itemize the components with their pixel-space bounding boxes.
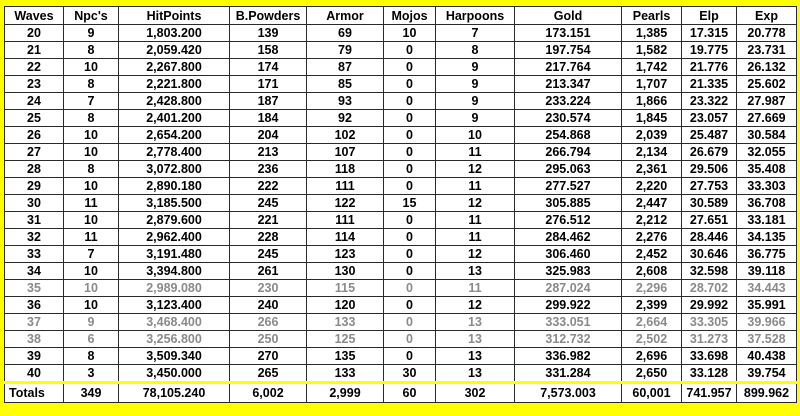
cell-gold: 217.764 xyxy=(515,59,622,76)
cell-exp: 27.669 xyxy=(737,110,797,127)
cell-gold: 299.922 xyxy=(515,297,622,314)
cell-armor: 125 xyxy=(307,331,384,348)
total-pearls: 60,001 xyxy=(622,383,682,403)
cell-elp: 23.057 xyxy=(682,110,737,127)
cell-elp: 27.651 xyxy=(682,212,737,229)
cell-exp: 36.708 xyxy=(737,195,797,212)
cell-armor: 130 xyxy=(307,263,384,280)
cell-wave: 36 xyxy=(5,297,64,314)
table-row xyxy=(5,59,797,76)
cell-bpowders: 250 xyxy=(230,331,307,348)
cell-exp: 30.584 xyxy=(737,127,797,144)
cell-harpoons: 12 xyxy=(436,195,515,212)
cell-npcs: 8 xyxy=(64,76,119,93)
cell-harpoons: 11 xyxy=(436,212,515,229)
cell-wave: 40 xyxy=(5,365,64,383)
total-hitpoints: 78,105.240 xyxy=(119,383,230,403)
cell-npcs: 10 xyxy=(64,127,119,144)
cell-wave: 22 xyxy=(5,59,64,76)
waves-table-container xyxy=(4,6,796,410)
cell-elp: 23.322 xyxy=(682,93,737,110)
cell-npcs: 8 xyxy=(64,42,119,59)
cell-elp: 29.506 xyxy=(682,161,737,178)
cell-elp: 21.335 xyxy=(682,76,737,93)
cell-exp: 36.775 xyxy=(737,246,797,263)
cell-elp: 28.702 xyxy=(682,280,737,297)
cell-armor: 120 xyxy=(307,297,384,314)
cell-pearls: 2,134 xyxy=(622,144,682,161)
cell-hitpoints: 2,221.800 xyxy=(119,76,230,93)
total-mojos: 60 xyxy=(384,383,436,403)
header-gold: Gold xyxy=(515,7,622,25)
cell-bpowders: 270 xyxy=(230,348,307,365)
cell-pearls: 1,742 xyxy=(622,59,682,76)
cell-harpoons: 13 xyxy=(436,331,515,348)
cell-pearls: 2,696 xyxy=(622,348,682,365)
cell-hitpoints: 3,394.800 xyxy=(119,263,230,280)
cell-bpowders: 174 xyxy=(230,59,307,76)
cell-armor: 114 xyxy=(307,229,384,246)
cell-pearls: 2,664 xyxy=(622,314,682,331)
cell-harpoons: 12 xyxy=(436,246,515,263)
cell-hitpoints: 3,123.400 xyxy=(119,297,230,314)
table-row xyxy=(5,331,797,348)
cell-hitpoints: 2,778.400 xyxy=(119,144,230,161)
cell-harpoons: 7 xyxy=(436,25,515,42)
cell-gold: 325.983 xyxy=(515,263,622,280)
cell-pearls: 2,276 xyxy=(622,229,682,246)
table-row xyxy=(5,93,797,110)
table-row xyxy=(5,110,797,127)
cell-harpoons: 12 xyxy=(436,297,515,314)
cell-gold: 306.460 xyxy=(515,246,622,263)
cell-npcs: 8 xyxy=(64,348,119,365)
table-row xyxy=(5,365,797,383)
cell-gold: 266.794 xyxy=(515,144,622,161)
table-row xyxy=(5,263,797,280)
cell-npcs: 10 xyxy=(64,280,119,297)
cell-mojos: 30 xyxy=(384,365,436,383)
cell-elp: 25.487 xyxy=(682,127,737,144)
cell-wave: 20 xyxy=(5,25,64,42)
cell-armor: 85 xyxy=(307,76,384,93)
cell-hitpoints: 2,962.400 xyxy=(119,229,230,246)
cell-armor: 69 xyxy=(307,25,384,42)
cell-npcs: 11 xyxy=(64,229,119,246)
cell-bpowders: 213 xyxy=(230,144,307,161)
cell-armor: 79 xyxy=(307,42,384,59)
table-row xyxy=(5,76,797,93)
cell-gold: 336.982 xyxy=(515,348,622,365)
cell-bpowders: 228 xyxy=(230,229,307,246)
cell-armor: 111 xyxy=(307,178,384,195)
cell-bpowders: 158 xyxy=(230,42,307,59)
cell-harpoons: 13 xyxy=(436,263,515,280)
header-hitpoints: HitPoints xyxy=(119,7,230,25)
cell-bpowders: 265 xyxy=(230,365,307,383)
cell-mojos: 0 xyxy=(384,161,436,178)
cell-mojos: 0 xyxy=(384,110,436,127)
cell-mojos: 0 xyxy=(384,42,436,59)
table-row xyxy=(5,297,797,314)
cell-armor: 115 xyxy=(307,280,384,297)
cell-armor: 123 xyxy=(307,246,384,263)
cell-wave: 27 xyxy=(5,144,64,161)
cell-mojos: 0 xyxy=(384,144,436,161)
cell-gold: 230.574 xyxy=(515,110,622,127)
waves-stats-table xyxy=(4,6,797,403)
cell-hitpoints: 2,654.200 xyxy=(119,127,230,144)
table-row xyxy=(5,314,797,331)
cell-pearls: 2,608 xyxy=(622,263,682,280)
cell-mojos: 0 xyxy=(384,280,436,297)
table-body xyxy=(5,25,797,383)
cell-wave: 31 xyxy=(5,212,64,229)
cell-pearls: 2,399 xyxy=(622,297,682,314)
cell-pearls: 2,039 xyxy=(622,127,682,144)
cell-mojos: 0 xyxy=(384,59,436,76)
cell-pearls: 2,296 xyxy=(622,280,682,297)
table-row xyxy=(5,246,797,263)
table-row xyxy=(5,212,797,229)
cell-mojos: 0 xyxy=(384,212,436,229)
cell-hitpoints: 1,803.200 xyxy=(119,25,230,42)
cell-exp: 40.438 xyxy=(737,348,797,365)
table-row xyxy=(5,280,797,297)
cell-gold: 331.284 xyxy=(515,365,622,383)
cell-armor: 133 xyxy=(307,314,384,331)
cell-elp: 21.776 xyxy=(682,59,737,76)
cell-npcs: 8 xyxy=(64,110,119,127)
cell-wave: 32 xyxy=(5,229,64,246)
cell-gold: 287.024 xyxy=(515,280,622,297)
cell-harpoons: 10 xyxy=(436,127,515,144)
cell-bpowders: 184 xyxy=(230,110,307,127)
cell-harpoons: 13 xyxy=(436,314,515,331)
cell-wave: 35 xyxy=(5,280,64,297)
cell-mojos: 0 xyxy=(384,297,436,314)
cell-hitpoints: 2,428.800 xyxy=(119,93,230,110)
table-row xyxy=(5,144,797,161)
header-pearls: Pearls xyxy=(622,7,682,25)
totals-label: Totals xyxy=(5,383,64,403)
cell-wave: 34 xyxy=(5,263,64,280)
cell-pearls: 2,212 xyxy=(622,212,682,229)
cell-pearls: 2,650 xyxy=(622,365,682,383)
header-armor: Armor xyxy=(307,7,384,25)
cell-exp: 39.754 xyxy=(737,365,797,383)
cell-wave: 28 xyxy=(5,161,64,178)
cell-pearls: 2,361 xyxy=(622,161,682,178)
cell-exp: 27.987 xyxy=(737,93,797,110)
cell-elp: 30.646 xyxy=(682,246,737,263)
cell-armor: 118 xyxy=(307,161,384,178)
cell-pearls: 2,452 xyxy=(622,246,682,263)
cell-bpowders: 236 xyxy=(230,161,307,178)
cell-mojos: 0 xyxy=(384,263,436,280)
cell-gold: 197.754 xyxy=(515,42,622,59)
cell-exp: 34.443 xyxy=(737,280,797,297)
cell-gold: 254.868 xyxy=(515,127,622,144)
cell-wave: 33 xyxy=(5,246,64,263)
cell-npcs: 8 xyxy=(64,161,119,178)
cell-npcs: 10 xyxy=(64,144,119,161)
cell-harpoons: 9 xyxy=(436,76,515,93)
cell-hitpoints: 3,191.480 xyxy=(119,246,230,263)
cell-exp: 26.132 xyxy=(737,59,797,76)
table-row xyxy=(5,178,797,195)
cell-hitpoints: 3,468.400 xyxy=(119,314,230,331)
total-npcs: 349 xyxy=(64,383,119,403)
total-elp: 741.957 xyxy=(682,383,737,403)
table-row xyxy=(5,161,797,178)
cell-elp: 33.305 xyxy=(682,314,737,331)
cell-exp: 37.528 xyxy=(737,331,797,348)
cell-pearls: 1,866 xyxy=(622,93,682,110)
cell-exp: 20.778 xyxy=(737,25,797,42)
total-harpoons: 302 xyxy=(436,383,515,403)
cell-wave: 29 xyxy=(5,178,64,195)
cell-exp: 35.991 xyxy=(737,297,797,314)
cell-gold: 295.063 xyxy=(515,161,622,178)
cell-elp: 28.446 xyxy=(682,229,737,246)
cell-elp: 29.992 xyxy=(682,297,737,314)
cell-exp: 39.966 xyxy=(737,314,797,331)
cell-elp: 19.775 xyxy=(682,42,737,59)
cell-bpowders: 204 xyxy=(230,127,307,144)
cell-elp: 33.698 xyxy=(682,348,737,365)
cell-elp: 17.315 xyxy=(682,25,737,42)
cell-bpowders: 261 xyxy=(230,263,307,280)
header-bpowders: B.Powders xyxy=(230,7,307,25)
cell-npcs: 10 xyxy=(64,263,119,280)
header-harpoons: Harpoons xyxy=(436,7,515,25)
cell-hitpoints: 3,509.340 xyxy=(119,348,230,365)
cell-gold: 173.151 xyxy=(515,25,622,42)
cell-harpoons: 11 xyxy=(436,144,515,161)
header-elp: Elp xyxy=(682,7,737,25)
cell-gold: 312.732 xyxy=(515,331,622,348)
cell-harpoons: 9 xyxy=(436,110,515,127)
cell-mojos: 0 xyxy=(384,314,436,331)
cell-gold: 305.885 xyxy=(515,195,622,212)
cell-wave: 24 xyxy=(5,93,64,110)
cell-npcs: 10 xyxy=(64,212,119,229)
cell-elp: 26.679 xyxy=(682,144,737,161)
cell-gold: 213.347 xyxy=(515,76,622,93)
total-gold: 7,573.003 xyxy=(515,383,622,403)
header-exp: Exp xyxy=(737,7,797,25)
cell-elp: 31.273 xyxy=(682,331,737,348)
cell-hitpoints: 2,890.180 xyxy=(119,178,230,195)
cell-armor: 102 xyxy=(307,127,384,144)
table-row xyxy=(5,42,797,59)
cell-pearls: 2,220 xyxy=(622,178,682,195)
cell-mojos: 0 xyxy=(384,76,436,93)
cell-wave: 21 xyxy=(5,42,64,59)
cell-hitpoints: 3,072.800 xyxy=(119,161,230,178)
cell-exp: 25.602 xyxy=(737,76,797,93)
header-mojos: Mojos xyxy=(384,7,436,25)
cell-armor: 122 xyxy=(307,195,384,212)
cell-pearls: 1,582 xyxy=(622,42,682,59)
cell-hitpoints: 2,401.200 xyxy=(119,110,230,127)
cell-exp: 32.055 xyxy=(737,144,797,161)
cell-hitpoints: 3,450.000 xyxy=(119,365,230,383)
cell-harpoons: 13 xyxy=(436,365,515,383)
cell-mojos: 10 xyxy=(384,25,436,42)
cell-npcs: 7 xyxy=(64,246,119,263)
cell-gold: 233.224 xyxy=(515,93,622,110)
cell-bpowders: 221 xyxy=(230,212,307,229)
cell-pearls: 2,447 xyxy=(622,195,682,212)
cell-armor: 107 xyxy=(307,144,384,161)
cell-npcs: 10 xyxy=(64,297,119,314)
cell-npcs: 3 xyxy=(64,365,119,383)
cell-armor: 133 xyxy=(307,365,384,383)
cell-bpowders: 245 xyxy=(230,246,307,263)
header-npcs: Npc's xyxy=(64,7,119,25)
cell-npcs: 6 xyxy=(64,331,119,348)
cell-wave: 39 xyxy=(5,348,64,365)
cell-mojos: 0 xyxy=(384,348,436,365)
totals-row xyxy=(5,383,797,403)
cell-hitpoints: 2,879.600 xyxy=(119,212,230,229)
cell-npcs: 9 xyxy=(64,314,119,331)
cell-bpowders: 266 xyxy=(230,314,307,331)
cell-mojos: 15 xyxy=(384,195,436,212)
cell-gold: 276.512 xyxy=(515,212,622,229)
cell-exp: 33.181 xyxy=(737,212,797,229)
cell-hitpoints: 2,059.420 xyxy=(119,42,230,59)
cell-pearls: 1,707 xyxy=(622,76,682,93)
cell-elp: 32.598 xyxy=(682,263,737,280)
cell-wave: 37 xyxy=(5,314,64,331)
cell-npcs: 10 xyxy=(64,59,119,76)
cell-harpoons: 13 xyxy=(436,348,515,365)
cell-bpowders: 230 xyxy=(230,280,307,297)
cell-wave: 26 xyxy=(5,127,64,144)
table-row xyxy=(5,127,797,144)
cell-bpowders: 139 xyxy=(230,25,307,42)
cell-npcs: 10 xyxy=(64,178,119,195)
cell-harpoons: 12 xyxy=(436,161,515,178)
cell-mojos: 0 xyxy=(384,229,436,246)
cell-mojos: 0 xyxy=(384,246,436,263)
cell-npcs: 11 xyxy=(64,195,119,212)
cell-bpowders: 245 xyxy=(230,195,307,212)
cell-bpowders: 222 xyxy=(230,178,307,195)
cell-wave: 30 xyxy=(5,195,64,212)
cell-mojos: 0 xyxy=(384,127,436,144)
cell-elp: 30.589 xyxy=(682,195,737,212)
cell-harpoons: 9 xyxy=(436,93,515,110)
cell-npcs: 9 xyxy=(64,25,119,42)
table-row xyxy=(5,348,797,365)
cell-gold: 277.527 xyxy=(515,178,622,195)
cell-pearls: 2,502 xyxy=(622,331,682,348)
cell-elp: 27.753 xyxy=(682,178,737,195)
cell-pearls: 1,845 xyxy=(622,110,682,127)
cell-bpowders: 171 xyxy=(230,76,307,93)
header-row xyxy=(5,7,797,25)
cell-armor: 87 xyxy=(307,59,384,76)
cell-exp: 23.731 xyxy=(737,42,797,59)
cell-mojos: 0 xyxy=(384,178,436,195)
cell-armor: 111 xyxy=(307,212,384,229)
cell-exp: 34.135 xyxy=(737,229,797,246)
cell-hitpoints: 2,989.080 xyxy=(119,280,230,297)
cell-wave: 23 xyxy=(5,76,64,93)
cell-wave: 38 xyxy=(5,331,64,348)
cell-harpoons: 11 xyxy=(436,178,515,195)
cell-armor: 92 xyxy=(307,110,384,127)
header-waves: Waves xyxy=(5,7,64,25)
cell-exp: 39.118 xyxy=(737,263,797,280)
cell-gold: 284.462 xyxy=(515,229,622,246)
cell-harpoons: 11 xyxy=(436,229,515,246)
cell-mojos: 0 xyxy=(384,93,436,110)
cell-pearls: 1,385 xyxy=(622,25,682,42)
cell-hitpoints: 3,185.500 xyxy=(119,195,230,212)
cell-harpoons: 11 xyxy=(436,280,515,297)
cell-exp: 33.303 xyxy=(737,178,797,195)
cell-bpowders: 240 xyxy=(230,297,307,314)
total-armor: 2,999 xyxy=(307,383,384,403)
cell-bpowders: 187 xyxy=(230,93,307,110)
cell-armor: 135 xyxy=(307,348,384,365)
cell-exp: 35.408 xyxy=(737,161,797,178)
total-bpowders: 6,002 xyxy=(230,383,307,403)
cell-harpoons: 9 xyxy=(436,59,515,76)
cell-harpoons: 8 xyxy=(436,42,515,59)
table-row xyxy=(5,229,797,246)
cell-hitpoints: 2,267.800 xyxy=(119,59,230,76)
cell-elp: 33.128 xyxy=(682,365,737,383)
cell-armor: 93 xyxy=(307,93,384,110)
cell-hitpoints: 3,256.800 xyxy=(119,331,230,348)
cell-gold: 333.051 xyxy=(515,314,622,331)
cell-npcs: 7 xyxy=(64,93,119,110)
cell-mojos: 0 xyxy=(384,331,436,348)
cell-wave: 25 xyxy=(5,110,64,127)
total-exp: 899.962 xyxy=(737,383,797,403)
table-row xyxy=(5,195,797,212)
table-row xyxy=(5,25,797,42)
